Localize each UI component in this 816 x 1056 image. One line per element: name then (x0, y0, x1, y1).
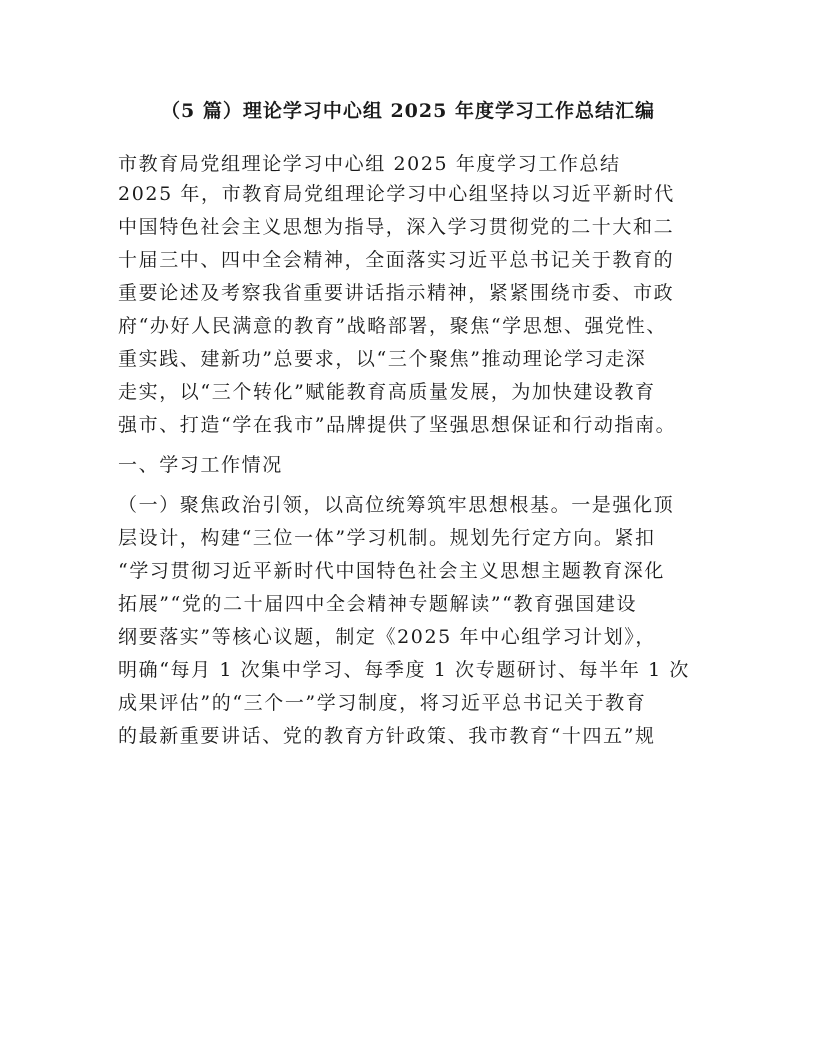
intro-line: 中国特色社会主义思想为指导，深入学习贯彻党的二十大和二 (118, 216, 675, 238)
intro-line: 2025 年，市教育局党组理论学习中心组坚持以习近平新时代 (118, 183, 675, 205)
body-line: 纲要落实”等核心议题，制定《2025 年中心组学习计划》， (118, 626, 657, 648)
body-line: “学习贯彻习近平新时代中国特色社会主义思想主题教育深化 (118, 560, 665, 582)
body-line: 层设计，构建“三位一体”学习机制。规划先行定方向。紧扣 (118, 527, 656, 549)
intro-line: 走实，以“三个转化”赋能教育高质量发展，为加快建设教育 (118, 381, 656, 403)
intro-line: 强市、打造“学在我市”品牌提供了坚强思想保证和行动指南。 (118, 414, 677, 436)
document-title: （5 篇）理论学习中心组 2025 年度学习工作总结汇编 (161, 100, 655, 122)
section-heading: 一、学习工作情况 (118, 454, 283, 476)
body-line: 拓展”“党的二十届四中全会精神专题解读”“教育强国建设 (118, 593, 638, 615)
body-line: 的最新重要讲话、党的教育方针政策、我市教育“十四五”规 (118, 725, 656, 747)
intro-line: 重要论述及考察我省重要讲话指示精神，紧紧围绕市委、市政 (118, 282, 675, 304)
intro-line: 十届三中、四中全会精神，全面落实习近平总书记关于教育的 (118, 249, 675, 271)
intro-line: 重实践、建新功”总要求，以“三个聚焦”推动理论学习走深 (118, 348, 647, 370)
body-line: 明确“每月 1 次集中学习、每季度 1 次专题研讨、每半年 1 次 (118, 659, 691, 681)
document-subtitle: 市教育局党组理论学习中心组 2025 年度学习工作总结 (118, 153, 621, 175)
intro-line: 府“办好人民满意的教育”战略部署，聚焦“学思想、强党性、 (118, 315, 667, 337)
body-line: 成果评估”的“三个一”学习制度，将习近平总书记关于教育 (118, 692, 647, 714)
body-line: （一）聚焦政治引领，以高位统筹筑牢思想根基。一是强化顶 (118, 494, 675, 516)
